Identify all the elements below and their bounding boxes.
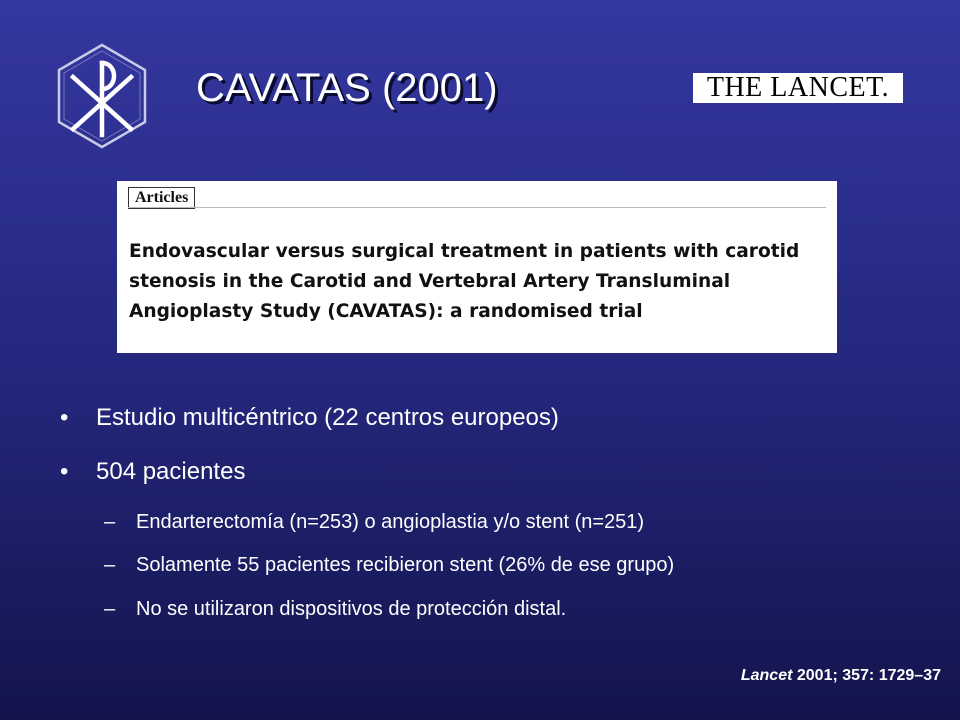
bullet-item <box>60 404 559 432</box>
bullet-marker: • <box>60 404 69 431</box>
article-tag: Articles <box>128 187 195 209</box>
sub-bullet-marker: – <box>104 598 116 620</box>
citation-journal: Lancet <box>740 667 793 684</box>
sub-bullet-marker: – <box>104 511 116 533</box>
sub-bullet-text: No se utilizaron dispositivos de protección distal. <box>136 598 567 620</box>
sub-bullet-item <box>104 554 674 577</box>
sub-bullet-item <box>104 598 566 621</box>
bullet-text: 504 pacientes <box>96 458 246 485</box>
bullet-marker: • <box>60 458 69 485</box>
lancet-logo: THE LANCET. <box>693 73 903 103</box>
bullet-item <box>60 458 245 486</box>
sub-bullet-item <box>104 511 644 534</box>
article-title: Endovascular versus surgical treatment in patients with carotid stenosis in the Carotid and Vertebral Artery Transluminal Angioplasty Study (CAVATAS): a randomised trial <box>129 241 800 322</box>
citation <box>741 667 941 685</box>
citation-details: 2001; 357: 1729–37 <box>792 667 941 684</box>
sub-bullet-marker: – <box>104 554 116 576</box>
bullet-text: Estudio multicéntrico (22 centros europeos) <box>96 404 559 431</box>
slide-title: CAVATAS (2001) <box>196 66 498 110</box>
sub-bullet-text: Endarterectomía (n=253) o angioplastia y/o stent (n=251) <box>136 511 645 533</box>
sub-bullet-text: Solamente 55 pacientes recibieron stent (26% de ese grupo) <box>136 554 675 576</box>
